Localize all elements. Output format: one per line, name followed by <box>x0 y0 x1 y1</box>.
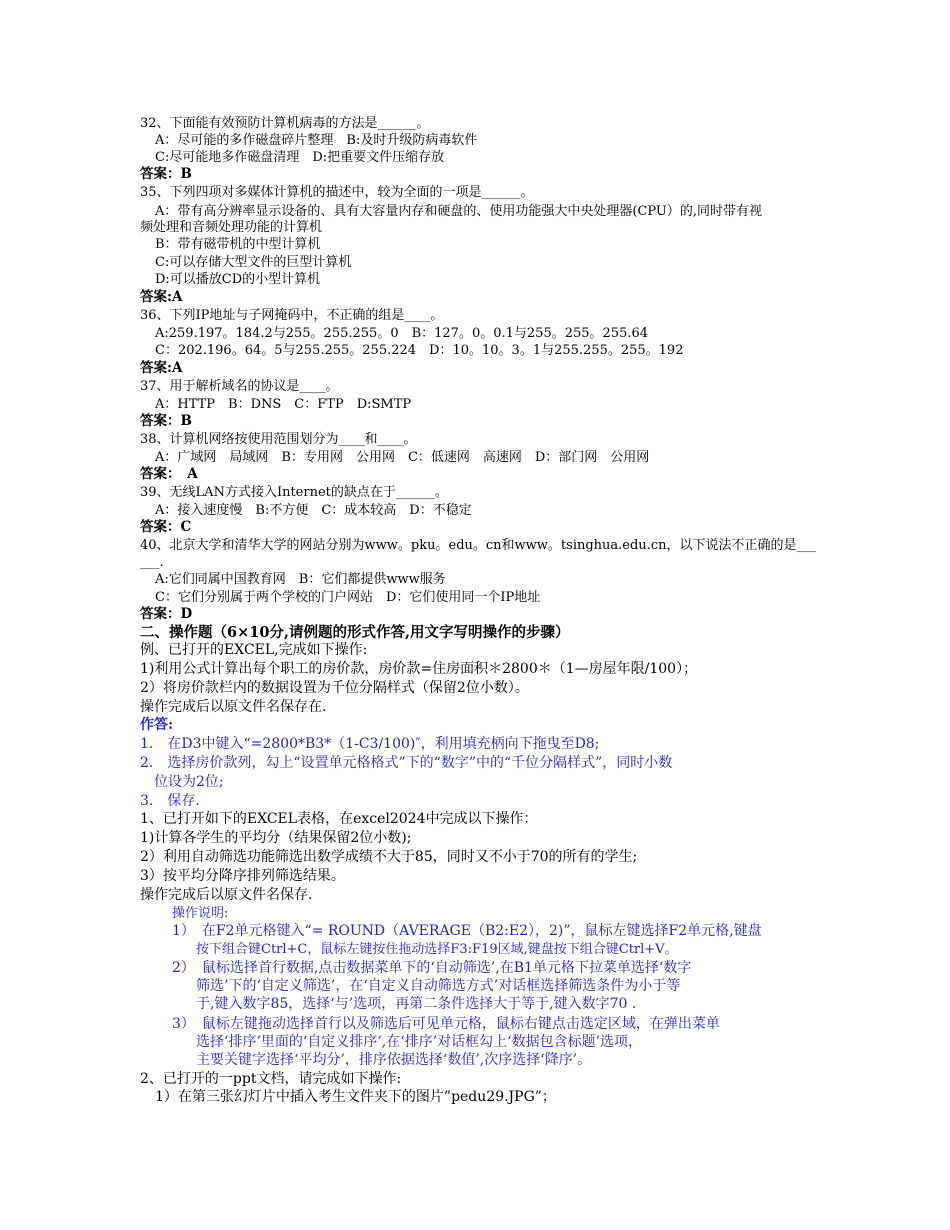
text-line-23: 答案：C <box>140 519 192 535</box>
text-line-9: D:可以播放CD的小型计算机 <box>155 272 321 287</box>
text-line-44: 操作说明: <box>172 906 229 921</box>
text-line-8: C:可以存储大型文件的巨型计算机 <box>155 255 352 270</box>
text-line-10: 答案:A <box>140 289 183 305</box>
text-line-2: C:尽可能地多作磁盘清理 D:把重要文件压缩存放 <box>155 150 445 165</box>
text-line-12: A:259.197。184.2与255。255.255。0 B：127。0。0.1与255。255。255.64 <box>155 326 649 341</box>
text-line-49: 于,键入数字85，选择‘与’选项，再第二条件选择大于等于,键入数字70 . <box>196 996 637 1012</box>
text-line-50: 3） 鼠标左键拖动选择首行以及筛选后可见单元格，鼠标右键点击选定区域，在弹出菜单 <box>172 1016 720 1032</box>
text-line-48: 筛选’下的‘自定义筛选’，在‘自定义自动筛选方式’对话框选择筛选条件为小于等 <box>196 978 681 994</box>
text-line-52: 主要关键字选择‘平均分’，排序依据选择‘数值’,次序选择‘降序’。 <box>196 1052 592 1068</box>
text-line-22: A：接入速度慢 B:不方便 C：成本较高 D：不稳定 <box>155 503 472 518</box>
text-line-11: 36、下列IP地址与子网掩码中，不正确的组是____。 <box>140 308 444 323</box>
text-line-41: 2）利用自动筛选功能筛选出数学成绩不大于85，同时又不小于70的所有的学生; <box>140 849 638 865</box>
text-line-43: 操作完成后以原文件名保存. <box>140 887 313 903</box>
text-line-1: A：尽可能的多作磁盘碎片整理 B:及时升级防病毒软件 <box>155 133 478 148</box>
text-line-4: 35、下列四项对多媒体计算机的描述中，较为全面的一项是______。 <box>140 185 534 200</box>
text-line-5: A：带有高分辨率显示设备的、具有大容量内存和硬盘的、使用功能强大中央处理器(CPU）的,同时带有视 <box>155 204 763 219</box>
text-line-24: 40、北京大学和清华大学的网站分别为www。pku。edu。cn和www。tsinghua.edu.cn，以下说法不正确的是___ <box>140 538 816 553</box>
text-line-25: ___. <box>140 555 164 570</box>
text-line-40: 1)计算各学生的平均分（结果保留2位小数); <box>140 830 412 846</box>
text-line-38: 3. 保存. <box>140 793 200 809</box>
text-line-15: 37、用于解析域名的协议是____。 <box>140 379 339 394</box>
text-line-17: 答案：B <box>140 413 192 429</box>
text-line-20: 答案： A <box>140 466 198 482</box>
text-line-32: 2）将房价款栏内的数据设置为千位分隔样式（保留2位小数）。 <box>140 680 529 696</box>
text-line-19: A：广域网 局域网 B：专用网 公用网 C：低速网 高速网 D：部门网 公用网 <box>155 450 650 465</box>
text-line-6: 频处理和音频处理功能的计算机 <box>140 220 323 235</box>
text-line-3: 答案：B <box>140 166 192 182</box>
text-line-42: 3）按平均分降序排列筛选结果。 <box>140 868 345 884</box>
text-line-35: 1. 在D3中键入“=2800*B3*（1-C3/100)″，利用填充柄向下拖曳至D8; <box>140 736 600 752</box>
text-line-39: 1、已打开如下的EXCEL表格，在excel2024中完成以下操作： <box>140 811 538 827</box>
text-line-47: 2） 鼠标选择首行数据,点击数据菜单下的‘自动筛选’,在B1单元格下拉菜单选择‘数字 <box>172 960 692 976</box>
text-line-31: 1)利用公式计算出每个职工的房价款，房价款=住房面积＊2800＊（1—房屋年限/100）； <box>140 661 698 677</box>
text-line-45: 1） 在F2单元格键入“= ROUND（AVERAGE（B2:E2），2)”，鼠标左键选择F2单元格,键盘 <box>172 923 762 939</box>
text-line-34: 作答: <box>140 717 174 733</box>
text-line-18: 38、计算机网络按使用范围划分为____和____。 <box>140 432 417 447</box>
text-line-53: 2、已打开的一ppt文档，请完成如下操作: <box>140 1071 402 1087</box>
text-line-33: 操作完成后以原文件名保存在. <box>140 699 327 715</box>
text-line-21: 39、无线LAN方式接入Internet的缺点在于______。 <box>140 485 448 500</box>
text-line-54: 1）在第三张幻灯片中插入考生文件夹下的图片”pedu29.JPG”； <box>155 1089 556 1105</box>
text-line-7: B：带有磁带机的中型计算机 <box>155 237 321 252</box>
text-line-26: A:它们同属中国教育网 B：它们都提供www服务 <box>155 572 446 587</box>
text-line-30: 例、已打开的EXCEL,完成如下操作: <box>140 642 368 658</box>
text-line-51: 选择‘排序’里面的‘自定义排序’,在‘排序’对话框勾上‘数据包含标题’选项， <box>196 1034 643 1050</box>
text-line-37: 位设为2位; <box>140 774 224 790</box>
text-line-0: 32、下面能有效预防计算机病毒的方法是______。 <box>140 116 430 131</box>
text-line-29: 二、操作题（6×10分,请例题的形式作答,用文字写明操作的步骤） <box>140 624 570 641</box>
text-line-13: C：202.196。64。5与255.255。255.224 D：10。10。3。1与255.255。255。192 <box>155 343 684 358</box>
text-line-14: 答案:A <box>140 360 183 376</box>
text-line-28: 答案：D <box>140 606 193 622</box>
text-line-16: A：HTTP B：DNS C：FTP D:SMTP <box>155 397 412 412</box>
text-line-27: C：它们分别属于两个学校的门户网站 D：它们使用同一个IP地址 <box>155 590 541 605</box>
text-line-36: 2. 选择房价款列，勾上“设置单元格格式”下的“数字”中的“千位分隔样式”，同时小数 <box>140 755 673 771</box>
text-line-46: 按下组合键Ctrl+C，鼠标左键按住拖动选择F3:F19区域,键盘按下组合键Ctrl+V。 <box>196 942 678 957</box>
